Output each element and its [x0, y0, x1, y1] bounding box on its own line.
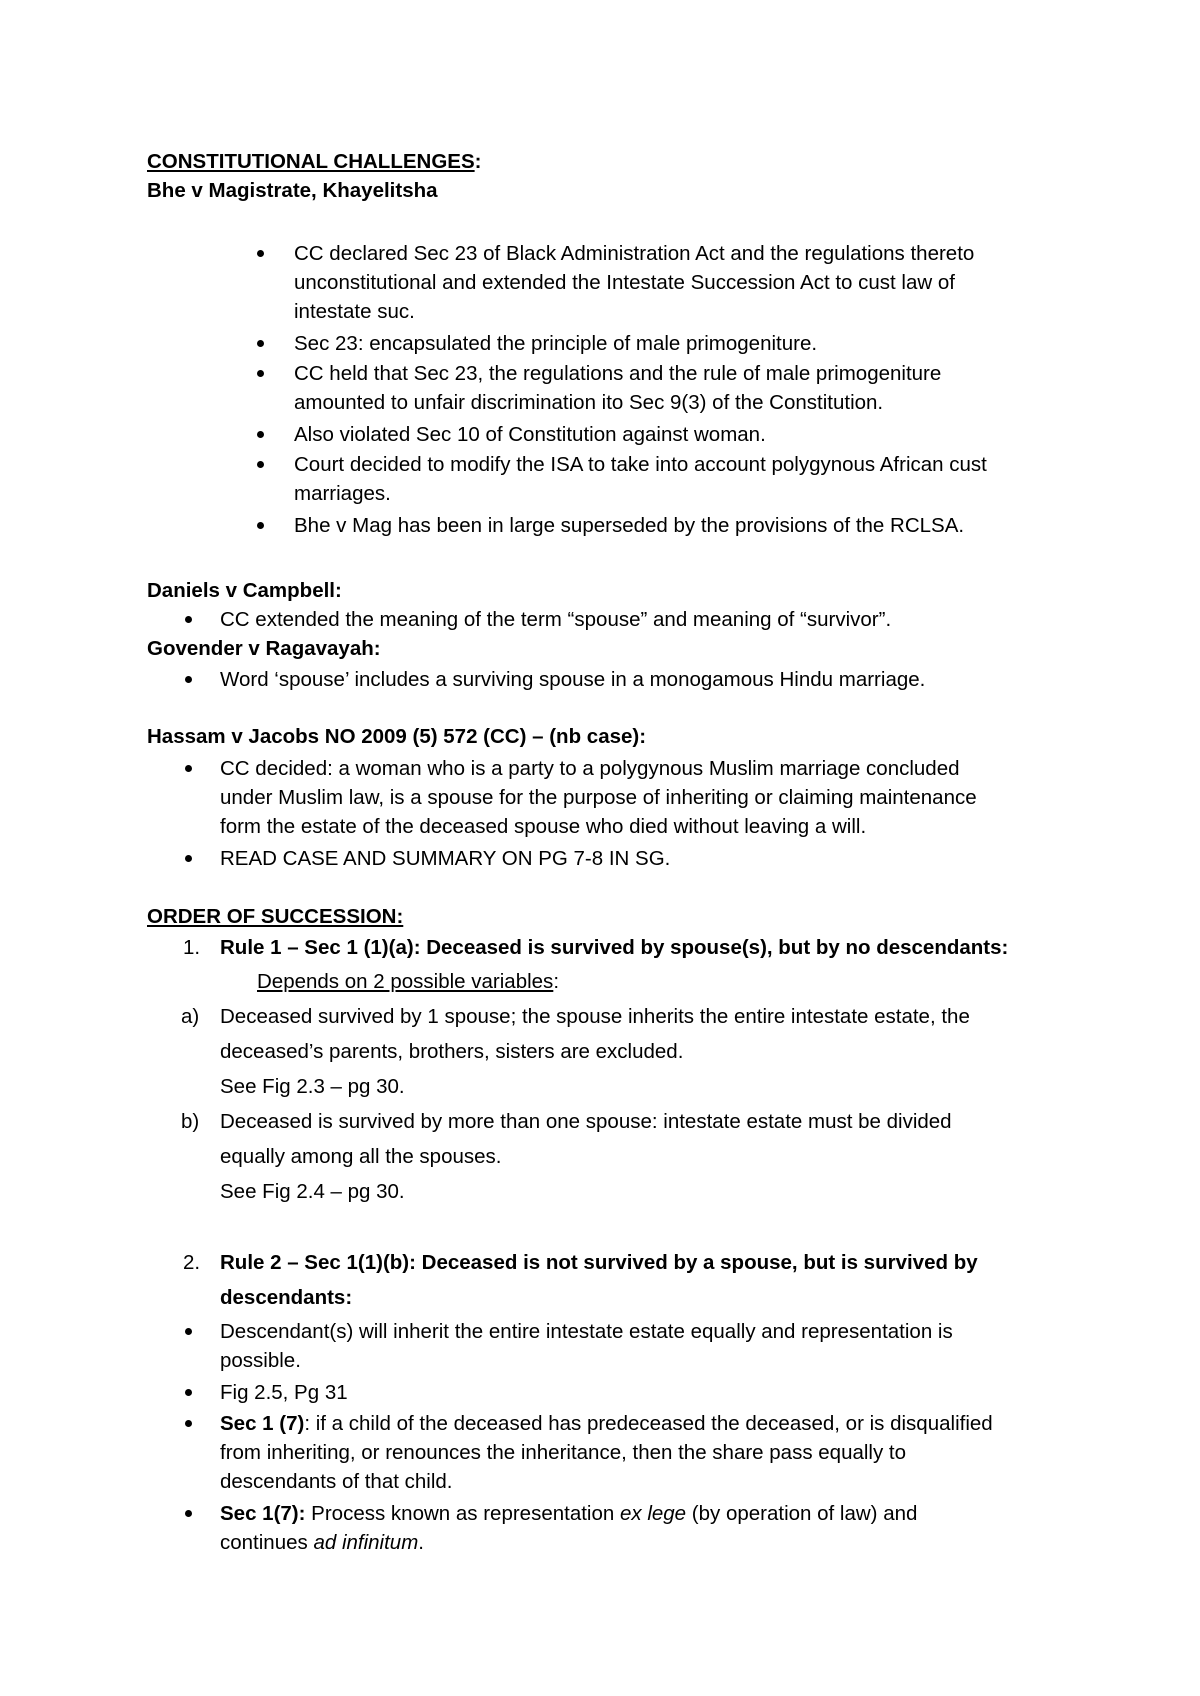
hassam-bullet-2: READ CASE AND SUMMARY ON PG 7-8 IN SG. — [220, 847, 671, 870]
subheading-colon: : — [553, 970, 560, 993]
rule-2-text-line-2: descendants: — [220, 1286, 353, 1309]
sec-label: Sec 1(7): — [220, 1502, 306, 1525]
heading-colon: : — [474, 150, 482, 173]
case-title-hassam: Hassam v Jacobs NO 2009 (5) 572 (CC) – (nb case): — [147, 725, 647, 748]
rule-1-number: 1. — [183, 936, 201, 959]
bhe-bullet-1-line-3: intestate suc. — [294, 300, 415, 323]
bullet-text: (by operation of law) and — [686, 1502, 918, 1525]
bullet-icon — [257, 431, 264, 438]
bullet-text: continues — [220, 1531, 314, 1554]
govender-bullet: Word ‘spouse’ includes a surviving spouse in a monogamous Hindu marriage. — [220, 668, 926, 691]
rule-1-item-b-line-2: equally among all the spouses. — [220, 1145, 502, 1168]
rule-1-item-b-marker: b) — [181, 1110, 200, 1133]
bullet-icon — [185, 1328, 192, 1335]
bullet-icon — [185, 1389, 192, 1396]
heading-text: CONSTITUTIONAL CHALLENGES — [147, 150, 475, 173]
bhe-bullet-4: Also violated Sec 10 of Constitution against woman. — [294, 423, 766, 446]
rule-1-item-a-line-1: Deceased survived by 1 spouse; the spouse inherits the entire intestate estate, the — [220, 1005, 970, 1028]
bullet-icon — [185, 765, 192, 772]
daniels-bullet: CC extended the meaning of the term “spouse” and meaning of “survivor”. — [220, 608, 892, 631]
hassam-bullet-1-line-1: CC decided: a woman who is a party to a polygynous Muslim marriage concluded — [220, 757, 960, 780]
bullet-icon — [257, 461, 264, 468]
rule-1-item-b-line-1: Deceased is survived by more than one spouse: intestate estate must be divided — [220, 1110, 952, 1133]
bhe-bullet-6: Bhe v Mag has been in large superseded by the provisions of the RCLSA. — [294, 514, 965, 537]
rule-2-bullet-3-line-2: from inheriting, or renounces the inheritance, then the share pass equally to — [220, 1441, 907, 1464]
rule-2-number: 2. — [183, 1251, 201, 1274]
rule-1-item-b-line-3: See Fig 2.4 – pg 30. — [220, 1180, 405, 1203]
rule-2-bullet-2: Fig 2.5, Pg 31 — [220, 1381, 348, 1404]
bullet-text: : if a child of the deceased has predeceased the deceased, or is disqualified — [304, 1412, 993, 1435]
case-title-bhe: Bhe v Magistrate, Khayelitsha — [147, 179, 438, 202]
latin-term: ex lege — [619, 1502, 687, 1525]
rule-2-bullet-1-line-2: possible. — [220, 1349, 301, 1372]
case-title-govender: Govender v Ragavayah: — [147, 637, 381, 660]
bhe-bullet-3-line-1: CC held that Sec 23, the regulations and the rule of male primogeniture — [294, 362, 942, 385]
bullet-icon — [185, 616, 192, 623]
bhe-bullet-3-line-2: amounted to unfair discrimination ito Sec 9(3) of the Constitution. — [294, 391, 884, 414]
bhe-bullet-1-line-2: unconstitutional and extended the Intestate Succession Act to cust law of — [294, 271, 955, 294]
section-heading-constitutional — [147, 148, 481, 176]
bullet-icon — [257, 522, 264, 529]
bullet-icon — [257, 370, 264, 377]
bullet-icon — [185, 855, 192, 862]
bullet-icon — [257, 250, 264, 257]
rule-1-item-a-line-2: deceased’s parents, brothers, sisters are excluded. — [220, 1040, 684, 1063]
subheading-text: Depends on 2 possible variables — [257, 970, 554, 993]
rule-2-bullet-1-line-1: Descendant(s) will inherit the entire intestate estate equally and representation is — [220, 1320, 953, 1343]
rule-2-text-line-1: Rule 2 – Sec 1(1)(b): Deceased is not survived by a spouse, but is survived by — [220, 1251, 978, 1274]
bhe-bullet-5-line-2: marriages. — [294, 482, 391, 505]
hassam-bullet-1-line-3: form the estate of the deceased spouse who died without leaving a will. — [220, 815, 867, 838]
bullet-text: . — [418, 1531, 424, 1554]
bullet-text: Process known as representation — [305, 1502, 620, 1525]
bhe-bullet-5-line-1: Court decided to modify the ISA to take into account polygynous African cust — [294, 453, 987, 476]
rule-2-bullet-4-line-2 — [220, 1529, 424, 1557]
rule-1-item-a-marker: a) — [181, 1005, 200, 1028]
bullet-icon — [185, 1510, 192, 1517]
latin-term: ad infinitum — [313, 1531, 419, 1554]
rule-1-subheading — [257, 968, 559, 996]
bhe-bullet-1-line-1: CC declared Sec 23 of Black Administration Act and the regulations thereto — [294, 242, 975, 265]
hassam-bullet-1-line-2: under Muslim law, is a spouse for the purpose of inheriting or claiming maintenance — [220, 786, 977, 809]
sec-label: Sec 1 (7) — [220, 1412, 305, 1435]
bhe-bullet-2: Sec 23: encapsulated the principle of male primogeniture. — [294, 332, 818, 355]
rule-2-bullet-3-line-1 — [220, 1410, 993, 1438]
rule-2-bullet-4-line-1 — [220, 1500, 917, 1528]
bullet-icon — [185, 676, 192, 683]
bullet-icon — [257, 340, 264, 347]
case-title-daniels: Daniels v Campbell: — [147, 579, 342, 602]
rule-1-text: Rule 1 – Sec 1 (1)(a): Deceased is survived by spouse(s), but by no descendants: — [220, 936, 1009, 959]
bullet-icon — [185, 1420, 192, 1427]
rule-1-item-a-line-3: See Fig 2.3 – pg 30. — [220, 1075, 405, 1098]
section-heading-order: ORDER OF SUCCESSION: — [147, 905, 404, 928]
rule-2-bullet-3-line-3: descendants of that child. — [220, 1470, 453, 1493]
